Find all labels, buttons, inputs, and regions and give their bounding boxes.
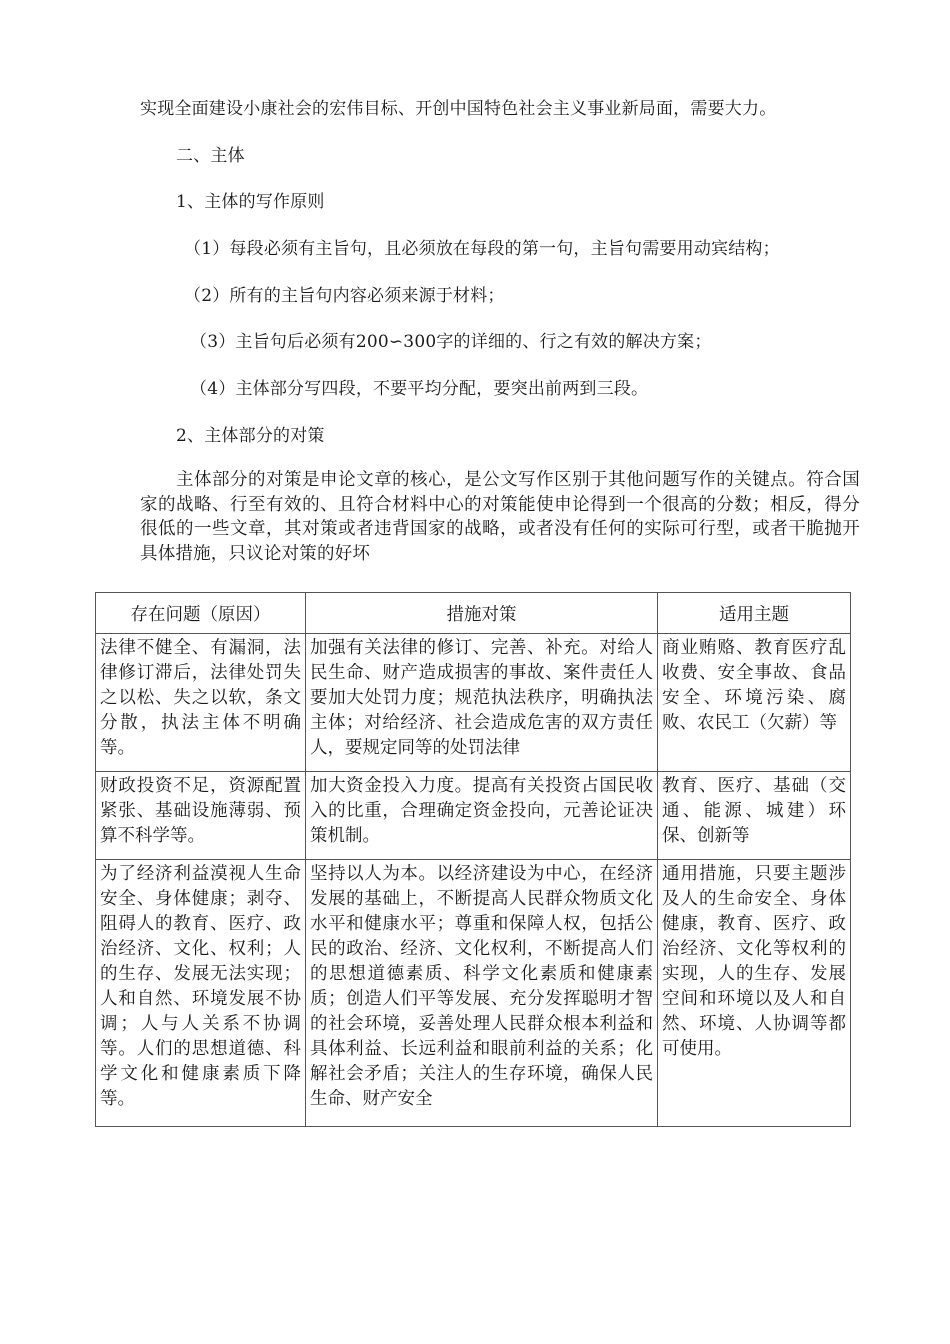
principles-heading: 1、主体的写作原则 <box>176 192 325 212</box>
principle-item: （1）每段必须有主旨句，且必须放在每段的第一句，主旨句需要用动宾结构； <box>184 239 780 259</box>
problem-cell: 为了经济利益漠视人生命安全、身体健康；剥夺、阻碍人的教育、医疗、政治经济、文化、权利；人的生存、发展无法实现；人和自然、环境发展不协调；人与人关系不协调等。人们的思想道德、科学文化和健康素质下降等。 <box>96 860 306 1127</box>
strategy-paragraph: 主体部分的对策是申论文章的核心，是公文写作区别于其他问题写作的关键点。符合国家的战略、行至有效的、且符合材料中心的对策能使申论得到一个很高的分数；相反，得分很低的一些文章，其对策或者违背国家的战略，或者没有任何的实际可行型，或者干脆抛开具体措施，只议论对策的好坏 <box>140 470 860 564</box>
measures-cell: 加大资金投入力度。提高有关投资占国民收入的比重，合理确定资金投向，元善论证决策机制。 <box>306 772 658 860</box>
problem-cell: 财政投资不足，资源配置紧张、基础设施薄弱、预算不科学等。 <box>96 772 306 860</box>
principle-item: （2）所有的主旨句内容必须来源于材料； <box>184 286 505 306</box>
themes-cell: 通用措施，只要主题涉及人的生命安全、身体健康，教育、医疗、政治经济、文化等权利的实现，人的生存、发展空间和环境以及人和自然、环境、人协调等都可使用。 <box>658 860 851 1127</box>
table-row <box>96 772 851 860</box>
measures-cell: 加强有关法律的修订、完善、补充。对给人民生命、财产造成损害的事故、案件责任人要加大处罚力度；规范执法秩序，明确执法主体；对给经济、社会造成危害的双方责任人，要规定同等的处罚法律 <box>306 634 658 772</box>
policy-table <box>95 592 851 1127</box>
themes-cell: 教育、医疗、基础（交通、能源、城建）环保、创新等 <box>658 772 851 860</box>
table-row <box>96 634 851 772</box>
intro-line: 实现全面建设小康社会的宏伟目标、开创中国特色社会主义事业新局面，需要大力。 <box>140 99 777 119</box>
strategy-heading: 2、主体部分的对策 <box>176 426 325 446</box>
principle-item: （4）主体部分写四段，不要平均分配，要突出前两到三段。 <box>190 379 649 399</box>
principle-item: （3）主旨句后必须有200∽300字的详细的、行之有效的解决方案； <box>190 332 712 352</box>
column-header-themes: 适用主题 <box>658 593 851 634</box>
section-heading: 二、主体 <box>176 146 245 166</box>
themes-cell: 商业贿赂、教育医疗乱收费、安全事故、食品安全、环境污染、腐败、农民工（欠薪）等 <box>658 634 851 772</box>
problem-cell: 法律不健全、有漏洞，法律修订滞后，法律处罚失之以松、失之以软，条文分散，执法主体不明确等。 <box>96 634 306 772</box>
column-header-measures: 措施对策 <box>306 593 658 634</box>
measures-cell: 坚持以人为本。以经济建设为中心，在经济发展的基础上，不断提高人民群众物质文化水平和健康水平；尊重和保障人权，包括公民的政治、经济、文化权利，不断提高人们的思想道德素质、科学文化素质和健康素质；创造人们平等发展、充分发挥聪明才智的社会环境，妥善处理人民群众根本利益和具体利益、长远利益和眼前利益的关系；化解社会矛盾；关注人的生存环境，确保人民生命、财产安全 <box>306 860 658 1127</box>
column-header-problem: 存在问题（原因） <box>96 593 306 634</box>
table-header-row <box>96 593 851 634</box>
table-row <box>96 860 851 1127</box>
